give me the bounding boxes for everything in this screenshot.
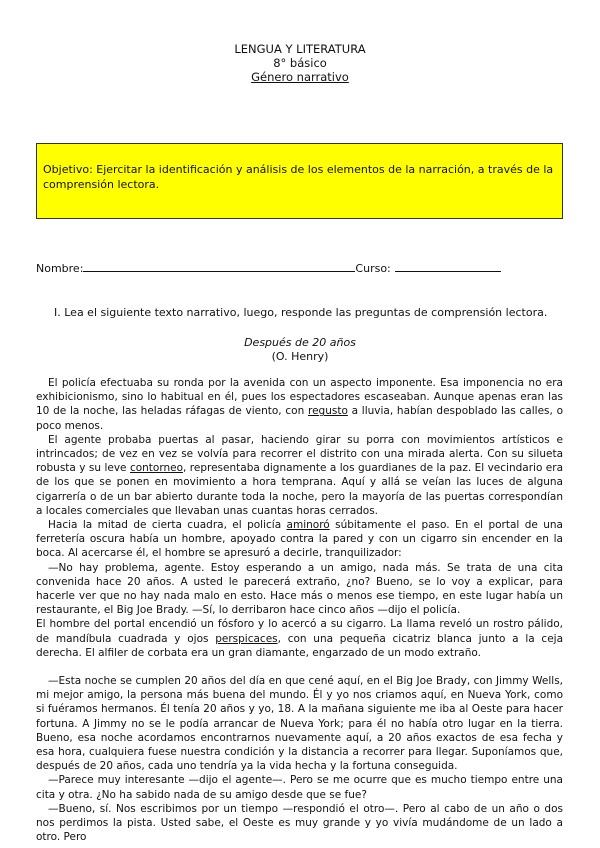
story-heading [0, 336, 600, 364]
document-header [0, 42, 600, 84]
story-body [36, 376, 563, 845]
paragraph: —Bueno, sí. Nos escribimos por un tiempo —respondió el otro—. Pero al cabo de un año o dos nos perdimos la pista. Usted sabe, el Oeste es muy grande y yo vivía mudándome de un lado a otro. Pero [36, 802, 563, 844]
objective-box [36, 143, 563, 219]
story-title: Después de 20 años [244, 336, 356, 349]
subject-title: LENGUA Y LITERATURA [234, 42, 366, 56]
vocabulary-word: regusto [307, 405, 348, 418]
paragraph: —Parece muy interesante —dijo el agente—. Pero se me ocurre que es mucho tiempo entre una cita y otra. ¿No ha sabido nada de su amigo desde que se fue? [36, 774, 563, 801]
paragraph: —Esta noche se cumplen 20 años del día en que cené aquí, en el Big Joe Brady, con Jimmy Wells, mi mejor amigo, la persona más buena del mundo. Él y yo nos criamos aquí, en Nueva York, como si fuéramos hermanos. Él tenía 20 años y yo, 18. A la mañana siguiente me iba al Oeste para hacer fortuna. A Jimmy no se le podía arrancar de Nueva York; para él no había otro lugar en la tierra. Bueno, esa noche acordamos encontrarnos nuevamente aquí, a 20 años exactos de esa fecha y esa hora, cualquiera fuese nuestra condición y la distancia a recorrer para llegar. Suponíamos que, después de 20 años, cada uno tendría ya la vida hecha y la fortuna conseguida. [36, 675, 563, 773]
paragraph: Hacia la mitad de cierta cuadra, el policía aminoró súbitamente el paso. En el portal de una ferretería oscura había un hombre, apoyado contra la pared y con un cigarro sin encender en la boca. Al acercarse él, el hombre se apresuró a decirle, tranquilizador: [36, 519, 563, 560]
objective-text: Objetivo: Ejercitar la identificación y análisis de los elementos de la narración, a través de la comprensión lectora. [43, 163, 554, 191]
vocabulary-word: contorneo [129, 462, 184, 475]
paragraph: El hombre del portal encendió un fósforo y lo acercó a su cigarro. La llama reveló un rostro pálido, de mandíbula cuadrada y ojos perspicaces, con una pequeña cicatriz blanca junto a la ceja derecha. El alfiler de corbata era un gran diamante, engarzado de un modo extraño. [36, 618, 563, 659]
instruction: I. Lea el siguiente texto narrativo, luego, responde las preguntas de comprensión lectora. [54, 306, 548, 319]
story-author: (O. Henry) [271, 350, 329, 363]
paragraph: —No hay problema, agente. Estoy esperando a un amigo, nada más. Se trata de una cita convenida hace 20 años. A usted le parecerá extraño, ¿no? Bueno, se lo voy a explicar, para hacerle ver que no hay nada malo en esto. Hace más o menos ese tiempo, en este lugar había un restaurante, el Big Joe Brady. —Sí, lo derribaron hace cinco años —dijo el policía. [36, 561, 563, 617]
name-label: Nombre: [36, 262, 84, 275]
paragraph: El agente probaba puertas al pasar, haciendo girar su porra con movimientos artísticos e intrincados; de vez en vez se volvía para recorrer el distrito con una mirada alerta. Con su silueta robusta y su leve contorneo, representaba dignamente a los guardianes de la paz. El vecindario era de los que se ponen en movimiento a hora temprana. Aquí y allá se veían las luces de alguna cigarrería o de un bar abierto durante toda la noche, pero la mayoría de las puertas correspondían a locales comerciales que llevaban unas cuantas horas cerrados. [36, 433, 564, 517]
unit-title: Género narrativo [251, 70, 349, 84]
vocabulary-word: perspicaces [215, 632, 278, 645]
vocabulary-word: aminoró [286, 519, 330, 532]
paragraph: El policía efectuaba su ronda por la avenida con un aspecto imponente. Esa imponencia no era exhibicionismo, sino lo habitual en él, pues los espectadores escaseaban. Aunque apenas eran las 10 de la noche, las heladas ráfagas de viento, con regusto a lluvia, habían despoblado las calles, o poco menos. [36, 377, 564, 432]
course-label: Curso: [355, 262, 391, 275]
grade-level: 8° básico [273, 56, 327, 70]
student-info-line [36, 262, 501, 275]
name-field[interactable] [83, 262, 355, 272]
course-field[interactable] [395, 262, 501, 272]
